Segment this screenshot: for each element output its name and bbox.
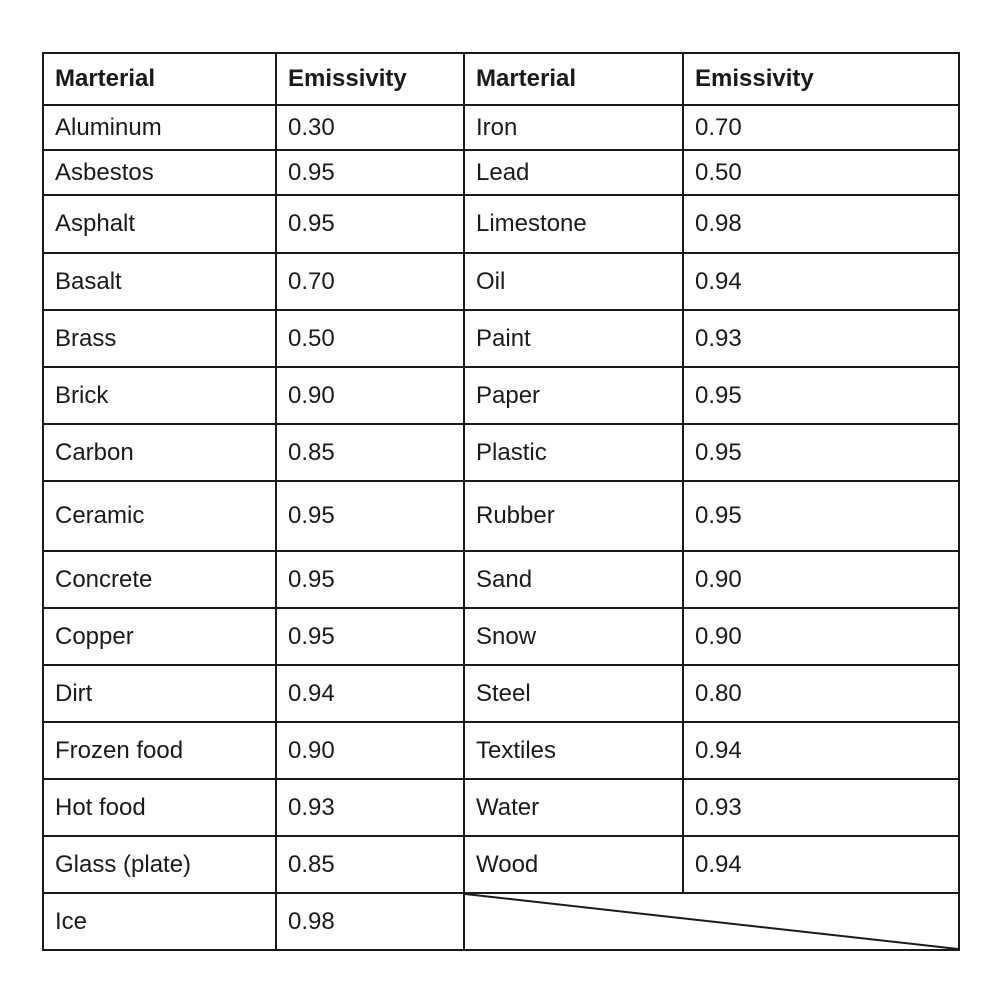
emissivity-cell: 0.90: [683, 551, 959, 608]
emissivity-cell: 0.90: [276, 367, 464, 424]
slash-line: [465, 894, 958, 949]
material-cell: Copper: [43, 608, 276, 665]
emissivity-cell: 0.94: [276, 665, 464, 722]
header-material-right: Marterial: [464, 53, 683, 105]
emissivity-cell: 0.95: [683, 367, 959, 424]
material-cell: Brass: [43, 310, 276, 367]
header-emissivity-right: Emissivity: [683, 53, 959, 105]
emissivity-cell: 0.50: [683, 150, 959, 195]
table-row: [43, 195, 959, 253]
emissivity-cell: 0.95: [276, 481, 464, 551]
material-cell: Ceramic: [43, 481, 276, 551]
emissivity-cell: 0.95: [276, 608, 464, 665]
material-cell: Asbestos: [43, 150, 276, 195]
material-cell: Aluminum: [43, 105, 276, 150]
emissivity-cell: 0.93: [683, 779, 959, 836]
table-row: [43, 481, 959, 551]
emissivity-cell: 0.98: [276, 893, 464, 950]
table-row: [43, 722, 959, 779]
material-cell: Paint: [464, 310, 683, 367]
emissivity-cell: 0.94: [683, 836, 959, 893]
material-cell: Dirt: [43, 665, 276, 722]
emissivity-cell: 0.93: [276, 779, 464, 836]
emissivity-cell: 0.95: [276, 195, 464, 253]
emissivity-cell: 0.90: [683, 608, 959, 665]
table-row: [43, 310, 959, 367]
header-emissivity-left: Emissivity: [276, 53, 464, 105]
emissivity-cell: 0.90: [276, 722, 464, 779]
material-cell: Oil: [464, 253, 683, 310]
material-cell: Textiles: [464, 722, 683, 779]
table-row: [43, 367, 959, 424]
table-row: [43, 836, 959, 893]
material-cell: Wood: [464, 836, 683, 893]
emissivity-cell: 0.80: [683, 665, 959, 722]
material-cell: Snow: [464, 608, 683, 665]
diagonal-slash: [465, 894, 958, 949]
emissivity-cell: 0.95: [683, 481, 959, 551]
emissivity-table: [42, 52, 960, 951]
emissivity-cell: 0.95: [276, 150, 464, 195]
emissivity-cell: 0.85: [276, 424, 464, 481]
table-row: [43, 665, 959, 722]
emissivity-cell: 0.94: [683, 253, 959, 310]
material-cell: Frozen food: [43, 722, 276, 779]
material-cell: Asphalt: [43, 195, 276, 253]
material-cell: Rubber: [464, 481, 683, 551]
table-row: [43, 424, 959, 481]
material-cell: Steel: [464, 665, 683, 722]
material-cell: Ice: [43, 893, 276, 950]
emissivity-cell: 0.30: [276, 105, 464, 150]
table-row: [43, 105, 959, 150]
material-cell: Basalt: [43, 253, 276, 310]
material-cell: Water: [464, 779, 683, 836]
material-cell: Lead: [464, 150, 683, 195]
table-row: [43, 893, 959, 950]
emissivity-cell: 0.94: [683, 722, 959, 779]
emissivity-cell: 0.95: [276, 551, 464, 608]
table-row: [43, 253, 959, 310]
header-row: [43, 53, 959, 105]
empty-slashed-cell: [464, 893, 959, 950]
header-material-left: Marterial: [43, 53, 276, 105]
emissivity-cell: 0.95: [683, 424, 959, 481]
material-cell: Hot food: [43, 779, 276, 836]
emissivity-cell: 0.50: [276, 310, 464, 367]
material-cell: Limestone: [464, 195, 683, 253]
material-cell: Carbon: [43, 424, 276, 481]
emissivity-cell: 0.70: [683, 105, 959, 150]
table-row: [43, 551, 959, 608]
material-cell: Glass (plate): [43, 836, 276, 893]
table-row: [43, 150, 959, 195]
emissivity-cell: 0.93: [683, 310, 959, 367]
emissivity-cell: 0.70: [276, 253, 464, 310]
table-row: [43, 779, 959, 836]
material-cell: Concrete: [43, 551, 276, 608]
material-cell: Paper: [464, 367, 683, 424]
material-cell: Sand: [464, 551, 683, 608]
material-cell: Plastic: [464, 424, 683, 481]
material-cell: Iron: [464, 105, 683, 150]
emissivity-cell: 0.85: [276, 836, 464, 893]
table-row: [43, 608, 959, 665]
emissivity-cell: 0.98: [683, 195, 959, 253]
material-cell: Brick: [43, 367, 276, 424]
